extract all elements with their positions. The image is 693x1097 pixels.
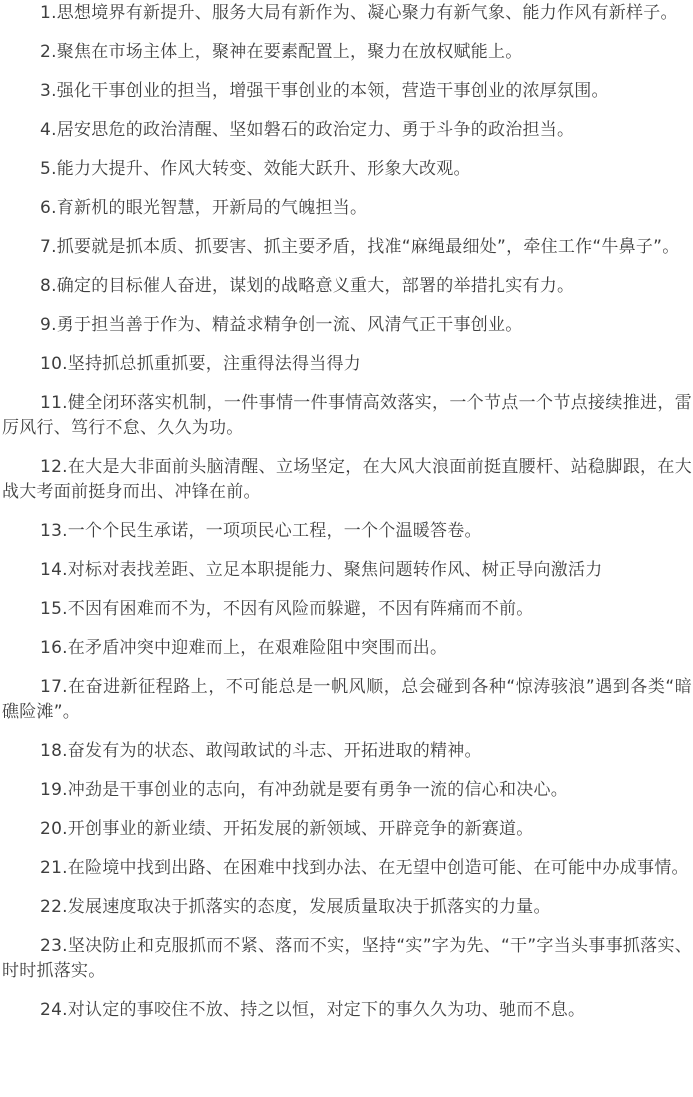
list-item: 11.健全闭环落实机制，一件事情一件事情高效落实，一个节点一个节点接续推进，雷厉风行、笃行不怠、久久为功。 [2, 393, 692, 438]
list-item: 18.奋发有为的状态、敢闯敢试的斗志、开拓进取的精神。 [40, 741, 482, 761]
list-item: 3.强化干事创业的担当，增强干事创业的本领，营造干事创业的浓厚氛围。 [40, 81, 609, 101]
list-item: 21.在险境中找到出路、在困难中找到办法、在无望中创造可能、在可能中办成事情。 [40, 858, 689, 878]
list-item: 7.抓要就是抓本质、抓要害、抓主要矛盾，找准“麻绳最细处”，牵住工作“牛鼻子”。 [40, 237, 680, 257]
list-item: 16.在矛盾冲突中迎难而上，在艰难险阻中突围而出。 [40, 638, 448, 658]
list-item: 24.对认定的事咬住不放、持之以恒，对定下的事久久为功、驰而不息。 [40, 1000, 586, 1020]
list-item: 23.坚决防止和克服抓而不紧、落而不实，坚持“实”字为先、“干”字当头事事抓落实、时时抓落实。 [2, 936, 692, 981]
list-item: 6.育新机的眼光智慧，开新局的气魄担当。 [40, 198, 368, 218]
list-item: 17.在奋进新征程路上，不可能总是一帆风顺，总会碰到各种“惊涛骇浪”遇到各类“暗礁险滩”。 [2, 677, 692, 722]
list-item: 4.居安思危的政治清醒、坚如磐石的政治定力、勇于斗争的政治担当。 [40, 120, 575, 140]
list-item: 9.勇于担当善于作为、精益求精争创一流、风清气正干事创业。 [40, 315, 523, 335]
list-item: 19.冲劲是干事创业的志向，有冲劲就是要有勇争一流的信心和决心。 [40, 780, 569, 800]
list-item: 1.思想境界有新提升、服务大局有新作为、凝心聚力有新气象、能力作风有新样子。 [40, 3, 678, 23]
list-item: 12.在大是大非面前头脑清醒、立场坚定，在大风大浪面前挺直腰杆、站稳脚跟，在大战大考面前挺身而出、冲锋在前。 [2, 457, 692, 502]
list-item: 15.不因有困难而不为，不因有风险而躲避，不因有阵痛而不前。 [40, 599, 534, 619]
list-item: 10.坚持抓总抓重抓要，注重得法得当得力 [40, 354, 362, 374]
list-item: 8.确定的目标催人奋进，谋划的战略意义重大，部署的举措扎实有力。 [40, 276, 575, 296]
list-item: 2.聚焦在市场主体上，聚神在要素配置上，聚力在放权赋能上。 [40, 42, 523, 62]
list-item: 22.发展速度取决于抓落实的态度，发展质量取决于抓落实的力量。 [40, 897, 551, 917]
list-item: 20.开创事业的新业绩、开拓发展的新领域、开辟竞争的新赛道。 [40, 819, 534, 839]
list-item: 14.对标对表找差距、立足本职提能力、聚焦问题转作风、树正导向激活力 [40, 560, 603, 580]
list-item: 5.能力大提升、作风大转变、效能大跃升、形象大改观。 [40, 159, 471, 179]
list-item: 13.一个个民生承诺，一项项民心工程，一个个温暖答卷。 [40, 521, 482, 541]
